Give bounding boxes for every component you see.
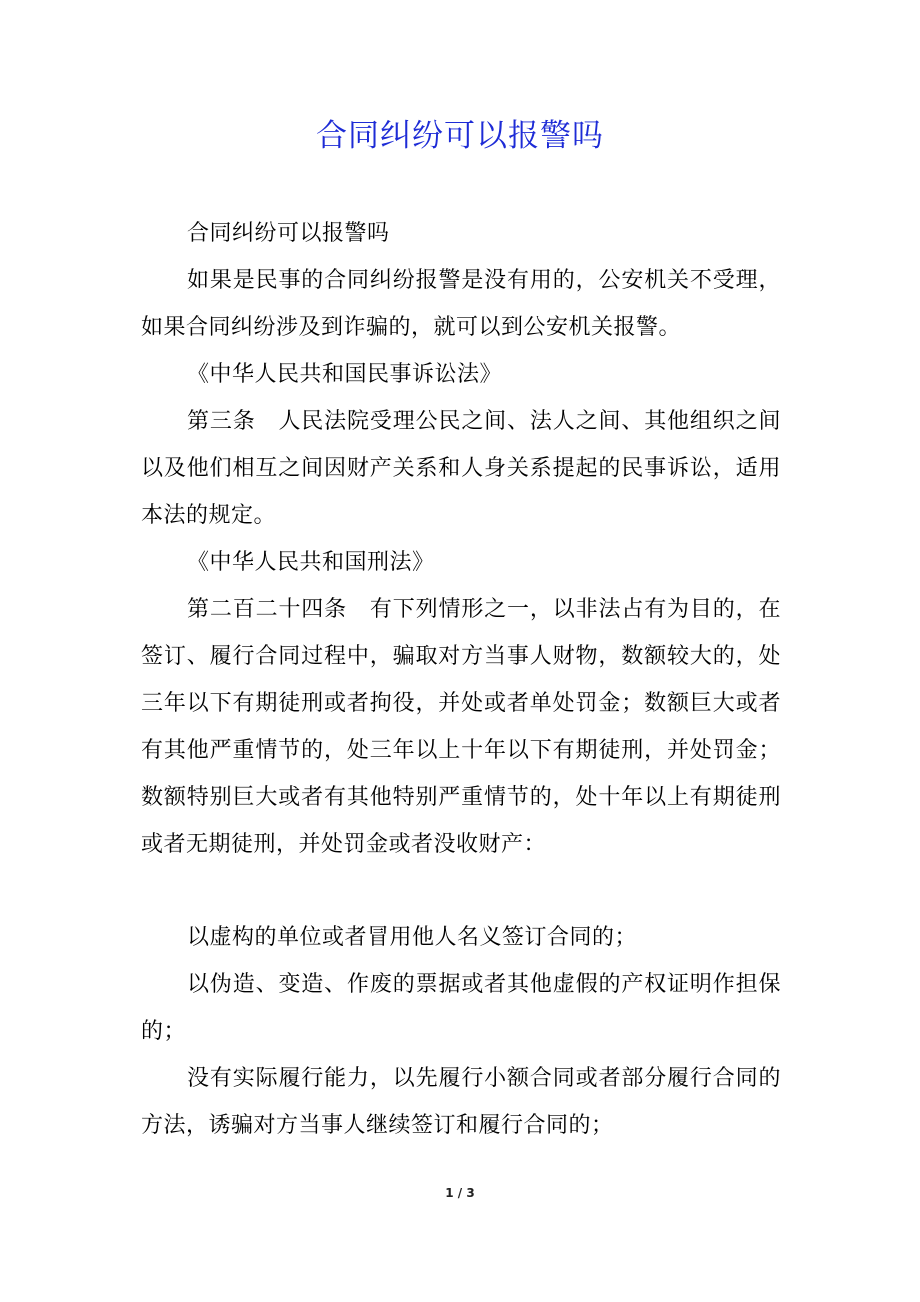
- list-item: 以虚构的单位或者冒用他人名义签订合同的；: [187, 925, 638, 950]
- paragraph-spacer: [141, 868, 781, 914]
- paragraph-law-civil-procedure: 《中华人民共和国民事诉讼法》: [187, 362, 503, 387]
- list-item: 以伪造、变造、作废的票据或者其他虚假的产权证明作担保的；: [141, 972, 781, 1044]
- page-number: 1 / 3: [445, 1186, 475, 1200]
- document-body: [141, 210, 781, 1149]
- paragraph-heading: 合同纠纷可以报警吗: [187, 221, 390, 246]
- paragraph-answer: 如果是民事的合同纠纷报警是没有用的，公安机关不受理，如果合同纠纷涉及到诈骗的，就可以到公安机关报警。: [141, 268, 781, 340]
- paragraph-article-3: 第三条 人民法院受理公民之间、法人之间、其他组织之间以及他们相互之间因财产关系和人身关系提起的民事诉讼，适用本法的规定。: [141, 409, 781, 528]
- paragraph-law-criminal: 《中华人民共和国刑法》: [187, 550, 435, 575]
- list-item: 没有实际履行能力，以先履行小额合同或者部分履行合同的方法，诱骗对方当事人继续签订和履行合同的；: [141, 1066, 781, 1138]
- document-title: 合同纠纷可以报警吗: [316, 118, 604, 154]
- paragraph-article-224: 第二百二十四条 有下列情形之一，以非法占有为目的，在签订、履行合同过程中，骗取对方当事人财物，数额较大的，处三年以下有期徒刑或者拘役，并处或者单处罚金；数额巨大或者有其他严重情节的，处三年以上十年以下有期徒刑，并处罚金；数额特别巨大或者有其他特别严重情节的，处十年以上有期徒刑或者无期徒刑，并处罚金或者没收财产：: [141, 597, 781, 857]
